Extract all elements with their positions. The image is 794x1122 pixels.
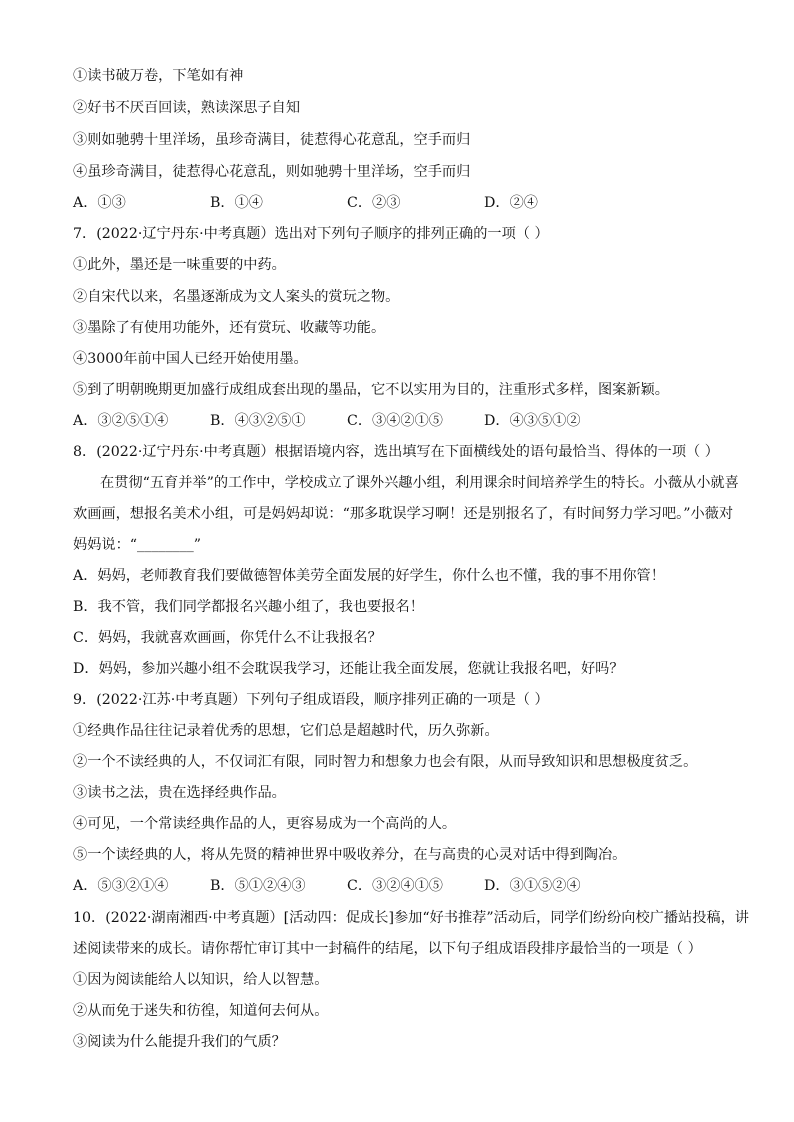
q6-option-c: C．②③ — [347, 195, 401, 211]
q7-option-d: D．④③⑤①② — [484, 413, 581, 429]
q9-item-5: ⑤一个读经典的人，将从先贤的精神世界中吸收养分，在与高贵的心灵对话中得到陶冶。 — [73, 847, 627, 863]
q6-option-d: D．②④ — [484, 195, 538, 211]
q10-item-2: ②从而免于迷失和彷徨，知道何去何从。 — [73, 1003, 329, 1019]
q9-item-1: ①经典作品往往记录着优秀的思想，它们总是超越时代，历久弥新。 — [73, 723, 499, 739]
q6-option-b: B．①④ — [210, 195, 263, 211]
q7-title: 7．(2022·辽宁丹东·中考真题）选出对下列句子顺序的排列正确的一项（ ） — [73, 226, 549, 242]
q9-option-d: D．③①⑤②④ — [484, 878, 581, 894]
q7-item-1: ①此外，墨还是一味重要的中药。 — [73, 257, 286, 273]
q9-item-4: ④可见，一个常读经典作品的人，更容易成为一个高尚的人。 — [73, 816, 457, 832]
q7-option-c: C．③④②①⑤ — [347, 413, 443, 429]
q7-item-4: ④3000年前中国人已经开始使用墨。 — [73, 351, 308, 367]
q7-item-5: ⑤到了明朝晚期更加盛行成组成套出现的墨品，它不以实用为目的，注重形式多样，图案新颖。 — [73, 382, 669, 398]
q7-options-row — [0, 411, 794, 431]
q9-option-b: B．⑤①②④③ — [210, 878, 306, 894]
q6-item-1: ①读书破万卷，下笔如有神 — [73, 68, 244, 84]
q7-option-a: A．③②⑤①④ — [73, 413, 169, 429]
q6-option-a: A．①③ — [73, 195, 126, 211]
q8-option-c: C．妈妈，我就喜欢画画，你凭什么不让我报名？ — [73, 630, 382, 646]
q7-item-3: ③墨除了有使用功能外，还有赏玩、收藏等功能。 — [73, 320, 386, 336]
q10-title-line-2: 述阅读带来的成长。请你帮忙审订其中一封稿件的结尾，以下句子组成语段排序最恰当的一项是（ ） — [73, 941, 702, 957]
q7-option-b: B．④③②⑤① — [210, 413, 306, 429]
q9-item-3: ③读书之法，贵在选择经典作品。 — [73, 785, 286, 801]
q10-item-1: ①因为阅读能给人以知识，给人以智慧。 — [73, 972, 329, 988]
q6-item-4: ④虽珍奇满目，徒惹得心花意乱，则如驰骋十里洋场，空手而归 — [73, 164, 471, 180]
q8-passage-line-2: 欢画画，想报名美术小组，可是妈妈却说：“那多耽误学习啊！还是别报名了，有时间努力学习吧。”小薇对 — [73, 506, 734, 522]
q9-item-2: ②一个不读经典的人，不仅词汇有限，同时智力和想象力也会有限，从而导致知识和思想极度贫乏。 — [73, 754, 698, 770]
q10-item-3: ③阅读为什么能提升我们的气质？ — [73, 1034, 286, 1050]
q8-option-b: B．我不管，我们同学都报名兴趣小组了，我也要报名！ — [73, 599, 424, 615]
q7-item-2: ②自宋代以来，名墨逐渐成为文人案头的赏玩之物。 — [73, 289, 400, 305]
q8-option-a: A．妈妈，老师教育我们要做德智体美劳全面发展的好学生，你什么也不懂，我的事不用你管！ — [73, 568, 665, 584]
q9-option-a: A．⑤③②①④ — [73, 878, 169, 894]
q6-item-2: ②好书不厌百回读，熟读深思子自知 — [73, 100, 301, 116]
q8-passage-line-1: 在贯彻“五育并举”的工作中，学校成立了课外兴趣小组，利用课余时间培养学生的特长。小薇从小就喜 — [100, 475, 739, 491]
q10-title-line-1: 10．(2022·湖南湘西·中考真题）[活动四：促成长]参加“好书推荐”活动后，同学们纷纷向校广播站投稿，讲 — [73, 910, 749, 926]
q8-passage-line-3: 妈妈说：“________” — [73, 537, 202, 553]
q9-options-row — [0, 876, 794, 896]
q6-options-row — [0, 193, 794, 213]
q9-title: 9．(2022·江苏·中考真题）下列句子组成语段，顺序排列正确的一项是（ ） — [73, 692, 549, 708]
q8-option-d: D．妈妈，参加兴趣小组不会耽误我学习，还能让我全面发展，您就让我报名吧，好吗？ — [73, 661, 624, 677]
q6-item-3: ③则如驰骋十里洋场，虽珍奇满目，徒惹得心花意乱，空手而归 — [73, 132, 471, 148]
q9-option-c: C．③②④①⑤ — [347, 878, 443, 894]
q8-title: 8．(2022·辽宁丹东·中考真题）根据语境内容，选出填写在下面横线处的语句最恰当、得体的一项（ ） — [73, 444, 719, 460]
